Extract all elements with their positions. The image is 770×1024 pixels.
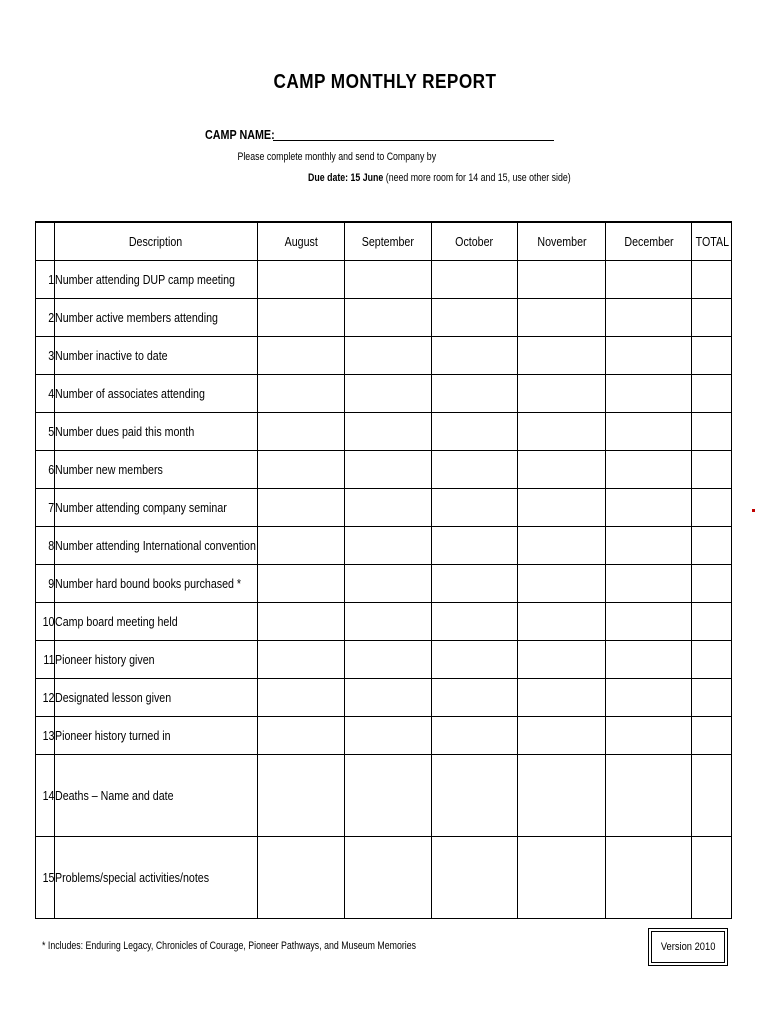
entry-cell-month-3[interactable] [432,679,518,717]
entry-cell-total[interactable] [692,565,732,603]
entry-cell-month-5[interactable] [606,679,692,717]
table-row [36,527,732,565]
table-row [36,565,732,603]
entry-cell-month-5[interactable] [606,299,692,337]
row-description: Number hard bound books purchased * [55,565,258,603]
entry-cell-month-3[interactable] [432,299,518,337]
entry-cell-month-1[interactable] [258,413,345,451]
table-row [36,837,732,919]
header-month-5: December [606,222,692,261]
entry-cell-month-3[interactable] [432,489,518,527]
entry-cell-total[interactable] [692,489,732,527]
entry-cell-month-5[interactable] [606,565,692,603]
entry-cell-month-4[interactable] [518,603,606,641]
entry-cell-month-2[interactable] [345,451,432,489]
entry-cell-month-4[interactable] [518,261,606,299]
row-number: 10 [36,603,55,641]
entry-cell-total[interactable] [692,337,732,375]
row-description: Designated lesson given [55,679,258,717]
camp-name-field[interactable] [273,140,554,141]
entry-cell-month-2[interactable] [345,603,432,641]
table-row [36,413,732,451]
entry-cell-month-5[interactable] [606,413,692,451]
entry-cell-total[interactable] [692,603,732,641]
entry-cell-month-1[interactable] [258,641,345,679]
report-title: CAMP MONTHLY REPORT [273,71,497,93]
entry-cell-month-4[interactable] [518,837,606,919]
instructions-text: Please complete monthly and send to Company by [237,151,437,163]
entry-cell-month-3[interactable] [432,261,518,299]
entry-cell-month-2[interactable] [345,837,432,919]
entry-cell-month-3[interactable] [432,413,518,451]
entry-cell-month-2[interactable] [345,641,432,679]
entry-cell-month-1[interactable] [258,755,345,837]
row-description: Deaths – Name and date [55,755,258,837]
entry-cell-month-1[interactable] [258,565,345,603]
table-row [36,375,732,413]
red-mark [752,509,755,512]
entry-cell-month-3[interactable] [432,375,518,413]
entry-cell-month-2[interactable] [345,261,432,299]
entry-cell-month-2[interactable] [345,375,432,413]
table-row [36,603,732,641]
row-description: Camp board meeting held [55,603,258,641]
due-date-label: Due date: 15 June [308,172,384,184]
entry-cell-total[interactable] [692,451,732,489]
monthly-report-table [35,221,732,919]
entry-cell-total[interactable] [692,641,732,679]
table-row [36,489,732,527]
entry-cell-month-4[interactable] [518,679,606,717]
entry-cell-month-5[interactable] [606,603,692,641]
entry-cell-month-2[interactable] [345,299,432,337]
entry-cell-month-4[interactable] [518,489,606,527]
row-number: 2 [36,299,55,337]
row-description: Number inactive to date [55,337,258,375]
row-number: 8 [36,527,55,565]
entry-cell-month-1[interactable] [258,837,345,919]
entry-cell-month-4[interactable] [518,755,606,837]
entry-cell-month-2[interactable] [345,755,432,837]
row-number: 13 [36,717,55,755]
entry-cell-month-5[interactable] [606,451,692,489]
entry-cell-month-3[interactable] [432,603,518,641]
entry-cell-month-3[interactable] [432,527,518,565]
entry-cell-month-4[interactable] [518,717,606,755]
entry-cell-month-1[interactable] [258,337,345,375]
entry-cell-total[interactable] [692,717,732,755]
entry-cell-month-5[interactable] [606,837,692,919]
entry-cell-total[interactable] [692,755,732,837]
footnote: * Includes: Enduring Legacy, Chronicles of Courage, Pioneer Pathways, and Museum Memories [42,940,417,952]
entry-cell-month-1[interactable] [258,451,345,489]
entry-cell-month-4[interactable] [518,527,606,565]
entry-cell-month-4[interactable] [518,337,606,375]
table-header-row [36,222,732,261]
entry-cell-month-4[interactable] [518,299,606,337]
row-number: 1 [36,261,55,299]
row-number: 12 [36,679,55,717]
entry-cell-month-3[interactable] [432,641,518,679]
row-description: Number dues paid this month [55,413,258,451]
entry-cell-month-3[interactable] [432,717,518,755]
row-number: 7 [36,489,55,527]
entry-cell-total[interactable] [692,299,732,337]
row-number: 11 [36,641,55,679]
row-number: 14 [36,755,55,837]
entry-cell-total[interactable] [692,261,732,299]
table-row [36,451,732,489]
entry-cell-month-5[interactable] [606,489,692,527]
entry-cell-month-2[interactable] [345,679,432,717]
header-month-4: November [518,222,606,261]
entry-cell-month-1[interactable] [258,717,345,755]
row-description: Number new members [55,451,258,489]
camp-name-label: CAMP NAME: [205,128,275,142]
table-row [36,755,732,837]
table-row [36,337,732,375]
entry-cell-month-3[interactable] [432,565,518,603]
entry-cell-month-4[interactable] [518,641,606,679]
row-description: Pioneer history given [55,641,258,679]
version-label: Version 2010 [660,941,716,953]
table-row [36,261,732,299]
entry-cell-total[interactable] [692,679,732,717]
row-description: Pioneer history turned in [55,717,258,755]
header-month-1: August [258,222,345,261]
table-row [36,717,732,755]
row-description: Number active members attending [55,299,258,337]
entry-cell-month-3[interactable] [432,337,518,375]
entry-cell-month-4[interactable] [518,451,606,489]
entry-cell-month-1[interactable] [258,261,345,299]
entry-cell-month-1[interactable] [258,679,345,717]
header-month-3: October [432,222,518,261]
entry-cell-month-2[interactable] [345,489,432,527]
header-total: TOTAL [692,222,732,261]
row-description: Number attending company seminar [55,489,258,527]
entry-cell-month-3[interactable] [432,837,518,919]
entry-cell-month-1[interactable] [258,299,345,337]
entry-cell-month-3[interactable] [432,451,518,489]
row-description: Number attending International convention [55,527,258,565]
entry-cell-month-5[interactable] [606,717,692,755]
entry-cell-month-4[interactable] [518,375,606,413]
row-number: 3 [36,337,55,375]
entry-cell-month-2[interactable] [345,565,432,603]
entry-cell-month-5[interactable] [606,375,692,413]
row-number: 6 [36,451,55,489]
entry-cell-month-3[interactable] [432,755,518,837]
entry-cell-month-5[interactable] [606,527,692,565]
entry-cell-month-4[interactable] [518,413,606,451]
entry-cell-month-4[interactable] [518,565,606,603]
entry-cell-month-1[interactable] [258,527,345,565]
entry-cell-month-2[interactable] [345,717,432,755]
entry-cell-month-1[interactable] [258,489,345,527]
row-description: Problems/special activities/notes [55,837,258,919]
entry-cell-total[interactable] [692,375,732,413]
row-number: 15 [36,837,55,919]
entry-cell-total[interactable] [692,837,732,919]
due-date-row [308,172,571,184]
entry-cell-month-5[interactable] [606,641,692,679]
row-number: 5 [36,413,55,451]
entry-cell-month-5[interactable] [606,337,692,375]
entry-cell-total[interactable] [692,527,732,565]
header-num [36,222,55,261]
entry-cell-month-5[interactable] [606,755,692,837]
due-date-note: (need more room for 14 and 15, use other side) [385,172,571,184]
entry-cell-month-2[interactable] [345,413,432,451]
row-description: Number of associates attending [55,375,258,413]
table-row [36,641,732,679]
entry-cell-total[interactable] [692,413,732,451]
entry-cell-month-2[interactable] [345,337,432,375]
entry-cell-month-1[interactable] [258,375,345,413]
row-number: 9 [36,565,55,603]
header-description: Description [55,222,258,261]
entry-cell-month-2[interactable] [345,527,432,565]
entry-cell-month-1[interactable] [258,603,345,641]
version-box [651,931,725,963]
row-number: 4 [36,375,55,413]
row-description: Number attending DUP camp meeting [55,261,258,299]
entry-cell-month-5[interactable] [606,261,692,299]
table-row [36,679,732,717]
table-row [36,299,732,337]
header-month-2: September [345,222,432,261]
